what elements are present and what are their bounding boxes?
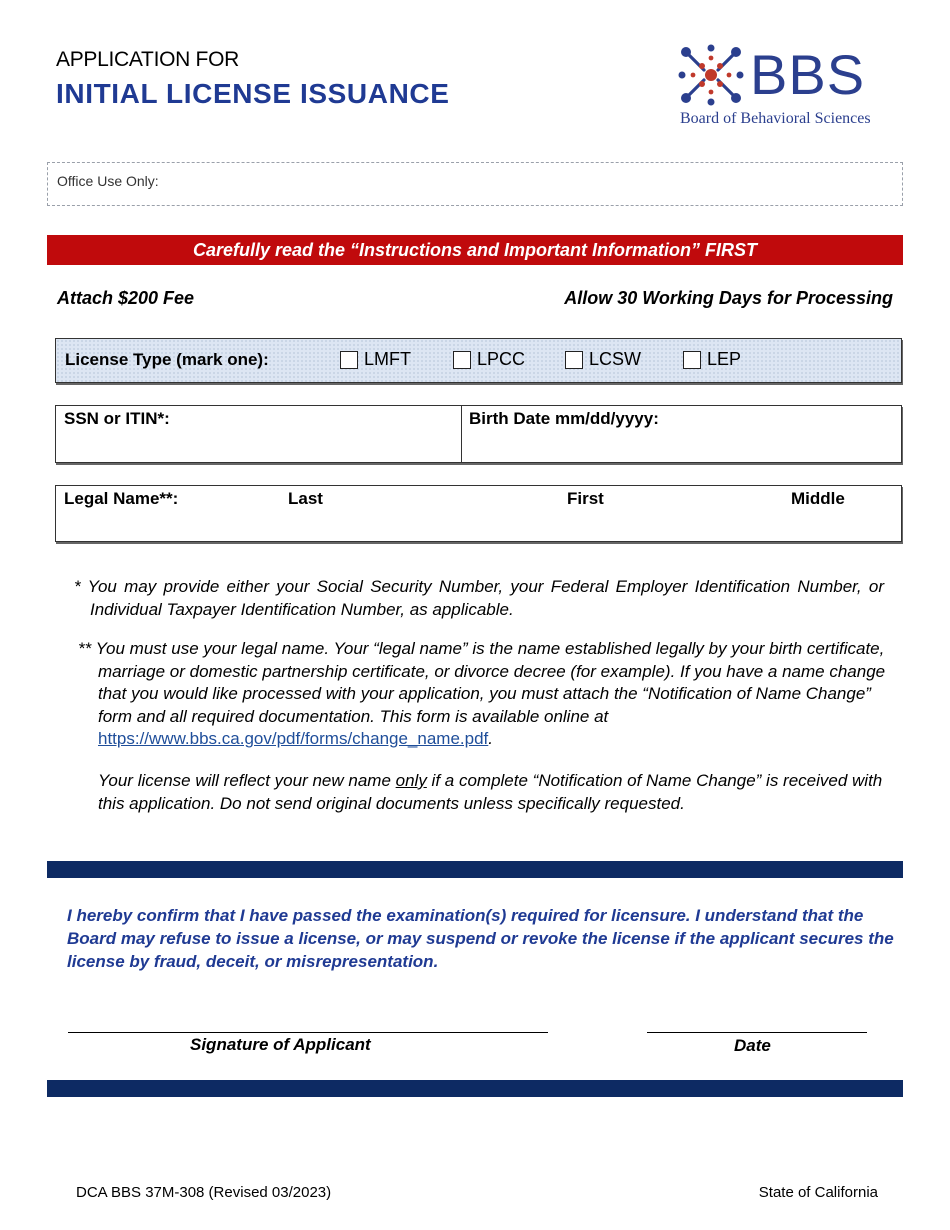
ssn-birthdate-row	[55, 405, 902, 463]
fee-note: Attach $200 Fee	[57, 288, 195, 308]
logo-subtitle: Board of Behavioral Sciences	[680, 110, 871, 127]
lep-label: LEP	[707, 349, 742, 369]
signature-label: Signature of Applicant	[190, 1035, 371, 1054]
lcsw-label: LCSW	[589, 349, 642, 369]
lmft-checkbox[interactable]	[340, 351, 358, 369]
date-label: Date	[734, 1036, 771, 1055]
birth-date-label: Birth Date mm/dd/yyyy:	[469, 409, 659, 428]
bbs-logo	[678, 44, 908, 134]
confirmation-statement: I hereby confirm that I have passed the examination(s) required for licensure. I understand that the Board may refuse to issue a license, or may suspend or revoke the license if the applicant secures the license by fraud, deceit, or misrepresentation.	[67, 906, 894, 971]
lmft-label: LMFT	[364, 349, 411, 369]
state-label: State of California	[758, 1184, 878, 1201]
name-change-form-link[interactable]: https://www.bbs.ca.gov/pdf/forms/change_name.pdf	[98, 729, 489, 748]
first-name-field[interactable]	[556, 486, 756, 541]
ssn-footnote	[74, 576, 884, 621]
license-option-lcsw[interactable]	[565, 349, 641, 370]
legal-name-label: Legal Name**:	[64, 489, 179, 508]
middle-name-field[interactable]	[776, 486, 901, 541]
ssn-field[interactable]	[56, 406, 461, 462]
lcsw-checkbox[interactable]	[565, 351, 583, 369]
license-note-end: if a complete “Notification of Name Change” is received with this application. Do not send original documents unless specifically requested.	[98, 771, 883, 813]
ssn-footnote-text: * You may provide either your Social Security Number, your Federal Employer Identification Number, or Individual Taxpayer Identification Number, as applicable.	[74, 577, 884, 619]
office-use-box	[47, 162, 903, 206]
form-identifier: DCA BBS 37M-308 (Revised 03/2023)	[76, 1184, 332, 1201]
license-option-lep[interactable]	[683, 349, 741, 370]
date-line[interactable]	[647, 1032, 867, 1033]
legal-name-row	[55, 485, 902, 542]
first-name-label: First	[567, 489, 604, 508]
form-heading-prefix: APPLICATION FOR	[56, 48, 239, 71]
office-use-label: Office Use Only:	[57, 173, 159, 189]
legal-name-footnote	[78, 638, 886, 751]
lpcc-checkbox[interactable]	[453, 351, 471, 369]
birth-date-field[interactable]	[462, 406, 901, 462]
license-type-row	[55, 338, 902, 383]
signature-line[interactable]	[68, 1032, 548, 1033]
legal-name-footnote-end: .	[488, 729, 494, 748]
processing-note: Allow 30 Working Days for Processing	[564, 288, 893, 308]
license-type-label: License Type (mark one):	[65, 350, 269, 369]
license-note-start: Your license will reflect your new name	[98, 771, 396, 790]
form-title: INITIAL LICENSE ISSUANCE	[56, 78, 450, 109]
last-name-field[interactable]	[276, 486, 546, 541]
last-name-label: Last	[288, 489, 323, 508]
license-note-emphasis: only	[395, 771, 427, 790]
lpcc-label: LPCC	[477, 349, 526, 369]
instructions-banner: Carefully read the “Instructions and Important Information” FIRST	[47, 235, 903, 265]
lep-checkbox[interactable]	[683, 351, 701, 369]
section-divider-bar	[47, 1080, 903, 1097]
bbs-logo-icon	[678, 44, 744, 106]
license-name-note	[98, 770, 888, 815]
legal-name-footnote-text: ** You must use your legal name. Your “legal name” is the name established legally by your birth certificate, marriage or domestic partnership certificate, or divorce decree (for example). If you have a name change that you would like processed with your application, you must attach the “Notification of Name Change” form and all required documentation. This form is available online at	[78, 639, 886, 726]
logo-letters: BBS	[750, 43, 866, 106]
section-divider-bar	[47, 861, 903, 878]
middle-name-label: Middle	[791, 489, 845, 508]
license-option-lpcc[interactable]	[453, 349, 525, 370]
license-option-lmft[interactable]	[340, 349, 411, 370]
ssn-label: SSN or ITIN*:	[64, 409, 170, 428]
